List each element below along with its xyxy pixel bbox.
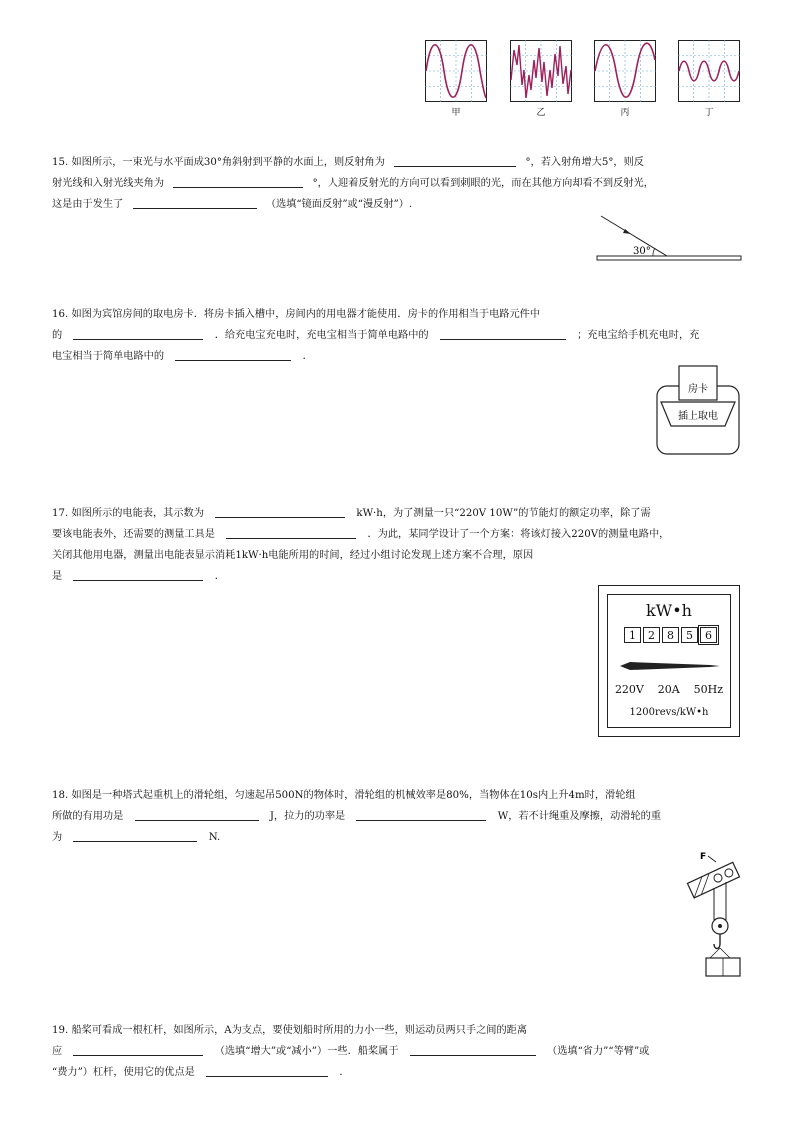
q16-blank-circuit-element[interactable] bbox=[73, 327, 203, 340]
q17-blank-reason[interactable] bbox=[73, 568, 203, 581]
q17-text-1a: 17. 如图所示的电能表，其示数为 bbox=[52, 508, 204, 519]
q16-text-3b: ． bbox=[302, 351, 313, 362]
q15-text-2a: 射光线和入射光线夹角为 bbox=[52, 178, 165, 189]
q17-meter-digit-decimal: 6 bbox=[700, 627, 717, 643]
q19-blank-distance[interactable] bbox=[73, 1043, 203, 1056]
q17-text-4a: 是 bbox=[52, 571, 63, 582]
q17-text-4b: ． bbox=[214, 571, 225, 582]
q17-meter-digits bbox=[624, 627, 719, 643]
q16-text-2c: ；充电宝给手机充电时，充 bbox=[577, 330, 700, 341]
q17-text-1b: kW·h，为了测量一只“220V 10W”的节能灯的额定功率，除了需 bbox=[356, 508, 651, 519]
q18-pulley-diagram bbox=[678, 848, 742, 978]
q19-text-2a: 应 bbox=[52, 1046, 63, 1057]
q16-card-label: 房卡 bbox=[688, 384, 708, 395]
q17-meter-specs bbox=[608, 683, 730, 696]
q16-text-2a: 的 bbox=[52, 330, 63, 341]
q16-room-card-diagram bbox=[655, 362, 741, 456]
q16-text-2b: ．给充电宝充电时，充电宝相当于简单电路中的 bbox=[214, 330, 429, 341]
q15-angle-label: 30° bbox=[633, 246, 651, 257]
waveform-label-yi: 乙 bbox=[536, 108, 546, 118]
q18-text-1: 18. 如图是一种塔式起重机上的滑轮组，匀速起吊500N的物体时，滑轮组的机械效率是80%，当物体在10s内上升4m时，滑轮组 bbox=[52, 790, 636, 801]
waveform-label-jia: 甲 bbox=[451, 108, 461, 118]
q17-meter-unit: kW•h bbox=[646, 601, 692, 620]
q17-blank-reading[interactable] bbox=[215, 505, 345, 518]
q16-blank-discharging[interactable] bbox=[175, 348, 291, 361]
waveform-jia bbox=[425, 40, 487, 102]
q17-meter-pointer-icon bbox=[620, 661, 720, 671]
q18-text-2b: J，拉力的功率是 bbox=[269, 811, 346, 822]
q16-text-1: 16. 如图为宾馆房间的取电房卡．将房卡插入槽中，房间内的用电器才能使用．房卡的作用相当于电路元件中 bbox=[52, 309, 541, 320]
q18-blank-useful-work[interactable] bbox=[135, 808, 259, 821]
q19-text-3a: “费力”）杠杆，使用它的优点是 bbox=[52, 1067, 195, 1078]
q19-text-2b: （选填“增大”或“减小”）一些．船桨属于 bbox=[214, 1046, 399, 1057]
q17-meter-digit: 8 bbox=[662, 627, 679, 643]
q17-meter-digit: 2 bbox=[643, 627, 660, 643]
q17-meter-frequency: 50Hz bbox=[693, 683, 724, 696]
q15-blank-angle-between[interactable] bbox=[173, 175, 303, 188]
q19-text-1: 19. 船桨可看成一根杠杆，如图所示，A为支点，要使划船时所用的力小一些，则运动员两只手之间的距离 bbox=[52, 1025, 528, 1036]
q15-blank-reflection-angle[interactable] bbox=[394, 154, 516, 167]
q18-text-2a: 所做的有用功是 bbox=[52, 811, 124, 822]
q19-blank-advantage[interactable] bbox=[206, 1064, 328, 1077]
q15-text-3a: 这是由于发生了 bbox=[52, 199, 124, 210]
q16-slot-label: 插上取电 bbox=[678, 411, 718, 422]
q17-text-2b: ．为此，某同学设计了一个方案：将该灯接入220V的测量电路中， bbox=[367, 529, 670, 540]
q18-blank-pulley-weight[interactable] bbox=[73, 829, 197, 842]
question-16 bbox=[52, 304, 752, 367]
q17-blank-tool[interactable] bbox=[226, 526, 356, 539]
question-19 bbox=[52, 1020, 752, 1083]
waveform-label-bing: 丙 bbox=[620, 108, 630, 118]
question-15 bbox=[52, 152, 752, 215]
q19-text-3b: ． bbox=[339, 1067, 350, 1078]
q18-blank-power[interactable] bbox=[356, 808, 486, 821]
q17-meter-digit: 5 bbox=[681, 627, 698, 643]
q15-light-diagram bbox=[595, 212, 743, 262]
q15-text-1b: °，若入射角增大5°，则反 bbox=[525, 157, 644, 168]
waveform-ding bbox=[678, 40, 740, 102]
q19-text-2c: （选填“省力”“等臂”或 bbox=[547, 1046, 650, 1057]
q15-text-3b: （选填“镜面反射”或“漫反射”）. bbox=[265, 199, 413, 210]
q15-blank-reflection-type[interactable] bbox=[133, 196, 257, 209]
q17-meter-voltage: 220V bbox=[614, 683, 644, 696]
waveform-yi bbox=[510, 40, 572, 102]
q17-meter-rate: 1200revs/kW•h bbox=[629, 707, 709, 718]
q16-blank-charging[interactable] bbox=[440, 327, 566, 340]
q17-text-3: 关闭其他用电器，测量出电能表显示消耗1kW·h电能所用的时间，经过小组讨论发现上述方案不合理，原因 bbox=[52, 550, 534, 561]
question-18 bbox=[52, 785, 752, 848]
q17-meter-panel bbox=[607, 594, 731, 728]
q16-text-3a: 电宝相当于简单电路中的 bbox=[52, 351, 165, 362]
q18-text-2c: W，若不计绳重及摩擦，动滑轮的重 bbox=[497, 811, 662, 822]
waveform-bing bbox=[594, 40, 656, 102]
q15-text-2b: °，人迎着反射光的方向可以看到刺眼的光，而在其他方向却看不到反射光， bbox=[312, 178, 654, 189]
q18-text-3a: 为 bbox=[52, 832, 63, 843]
q19-blank-lever-type[interactable] bbox=[410, 1043, 536, 1056]
q18-force-label: F bbox=[700, 852, 707, 862]
q17-energy-meter bbox=[598, 585, 740, 737]
q17-meter-current: 20A bbox=[657, 683, 680, 696]
waveform-label-ding: 丁 bbox=[704, 108, 714, 118]
q17-meter-digit: 1 bbox=[624, 627, 641, 643]
q18-text-3b: N. bbox=[208, 832, 221, 843]
question-17 bbox=[52, 503, 752, 587]
q17-text-2a: 要该电能表外，还需要的测量工具是 bbox=[52, 529, 215, 540]
q15-text-1a: 15. 如图所示，一束光与水平面成30°角斜射到平静的水面上，则反射角为 bbox=[52, 157, 385, 168]
